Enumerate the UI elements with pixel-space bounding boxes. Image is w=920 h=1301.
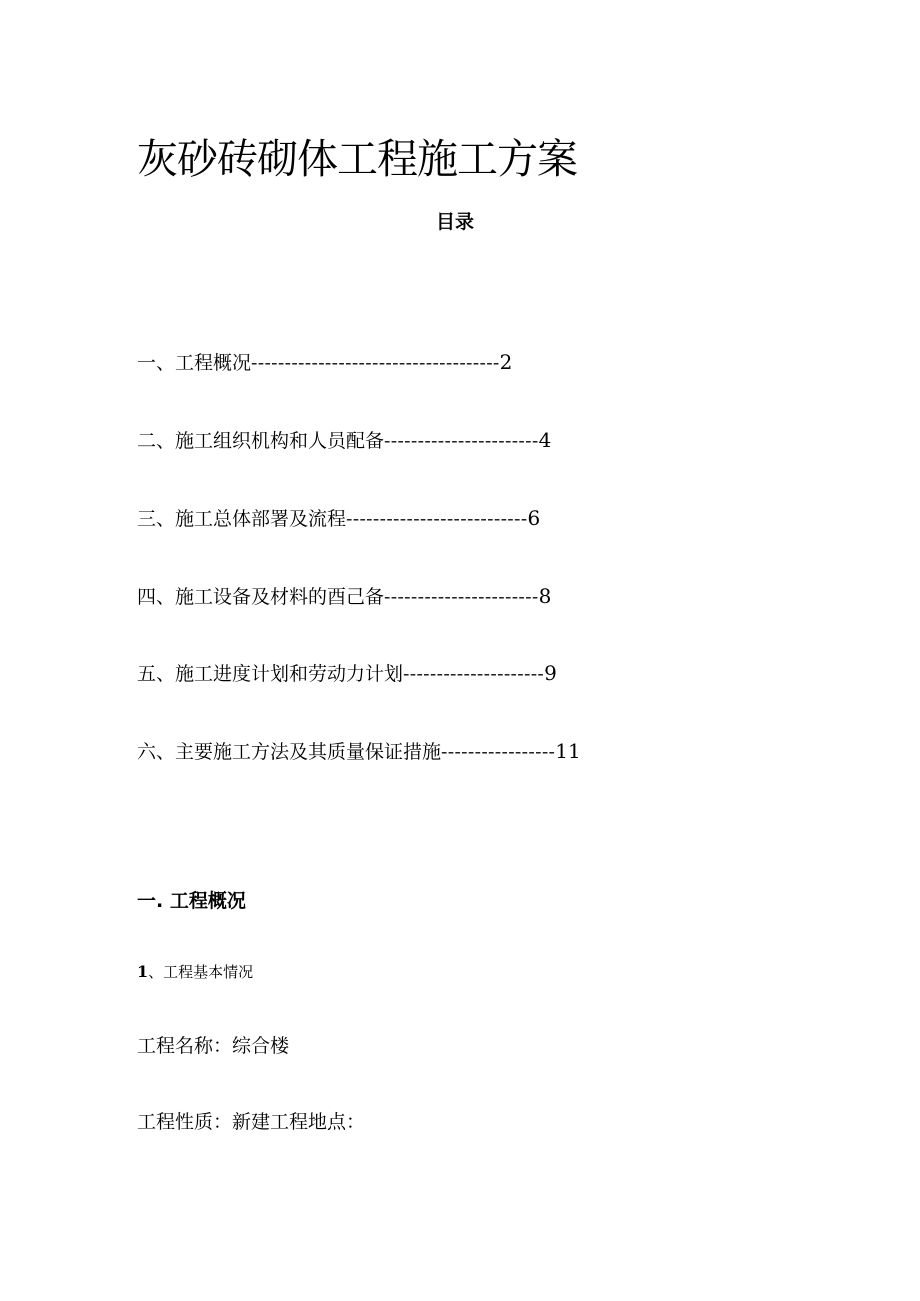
paragraph-project-name: 工程名称：综合楼	[137, 1035, 290, 1057]
toc-entry-leader: ---------------------------	[346, 508, 528, 530]
toc-entry-page: 11	[555, 739, 581, 763]
toc-entry-text: 六、主要施工方法及其质量保证措施	[137, 741, 442, 763]
toc-entry-page: 4	[538, 428, 552, 452]
toc-entry-3[interactable]	[137, 506, 540, 531]
toc-entry-4[interactable]	[137, 584, 551, 609]
toc-heading: 目录	[435, 211, 474, 233]
toc-entry-page: 6	[527, 506, 541, 530]
section-heading: 一. 工程概况	[137, 890, 246, 912]
toc-entry-text: 五、施工进度计划和劳动力计划	[137, 663, 404, 685]
toc-entry-6[interactable]	[137, 739, 581, 764]
toc-entry-2[interactable]	[137, 428, 551, 453]
toc-entry-text: 二、施工组织机构和人员配备	[137, 430, 385, 452]
sub-heading-number: 1	[137, 962, 149, 981]
toc-entry-page: 2	[499, 350, 513, 374]
paragraph-project-nature: 工程性质：新建工程地点：	[137, 1111, 366, 1133]
document-title: 灰砂砖砌体工程施工方案	[137, 135, 577, 183]
toc-entry-1[interactable]	[137, 350, 512, 375]
toc-entry-page: 8	[538, 584, 552, 608]
toc-entry-leader: -----------------	[441, 741, 556, 763]
toc-entry-5[interactable]	[137, 661, 557, 686]
toc-entry-page: 9	[544, 661, 557, 685]
toc-entry-leader: -----------------------	[384, 586, 539, 608]
toc-entry-text: 四、施工设备及材料的酉己备	[137, 586, 385, 608]
sub-heading-text: 、工程基本情况	[148, 963, 254, 981]
toc-entry-leader: -----------------------	[384, 430, 539, 452]
toc-entry-leader: ---------------------	[403, 663, 545, 685]
toc-entry-text: 一、工程概况	[137, 352, 252, 374]
toc-entry-leader: -------------------------------------	[251, 352, 500, 374]
sub-heading	[137, 961, 253, 982]
toc-entry-text: 三、施工总体部署及流程	[137, 508, 347, 530]
